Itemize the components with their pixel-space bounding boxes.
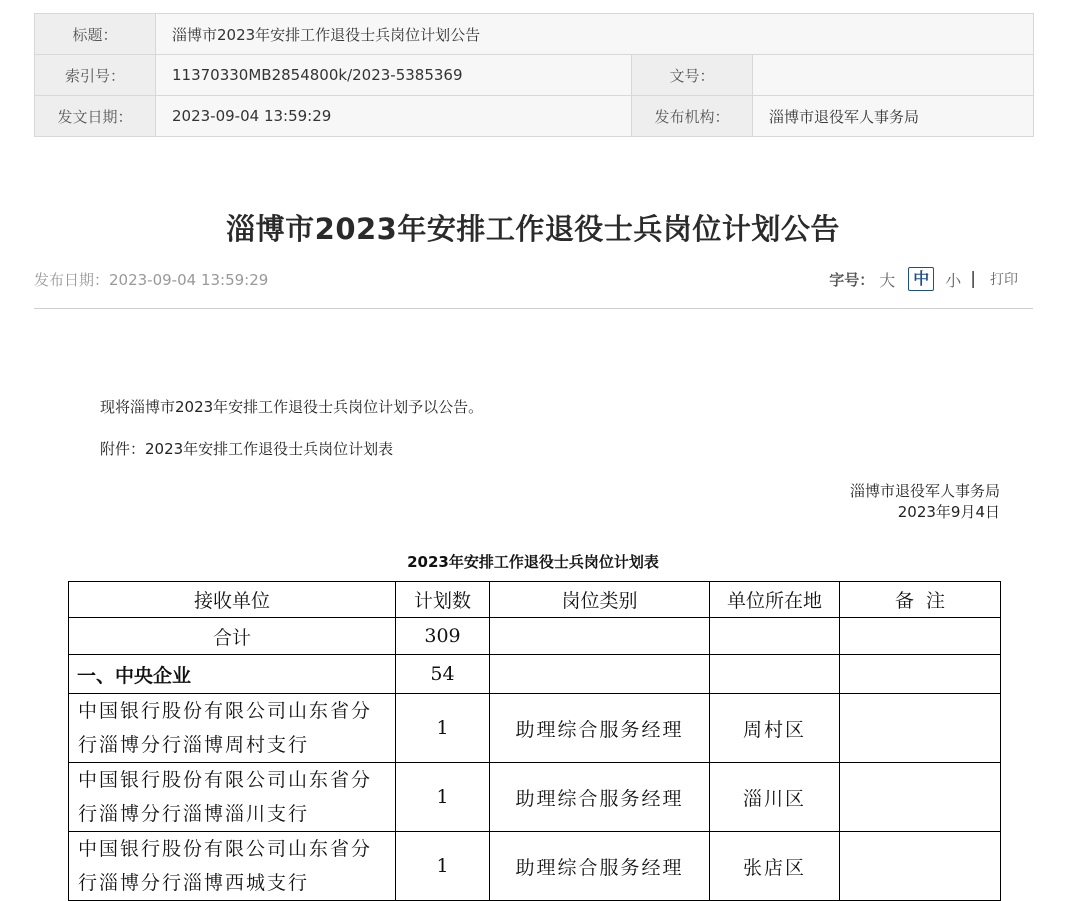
attachment-line: 附件：2023年安排工作退役士兵岗位计划表 (100, 440, 394, 458)
table-header-row (69, 582, 1001, 618)
meta-row-title (35, 14, 1034, 55)
unit-name: 中国银行股份有限公司山东省分 行淄博分行淄博周村支行 (69, 694, 396, 763)
font-medium-button[interactable]: 中 (908, 267, 934, 291)
position-type: 助理综合服务经理 (490, 694, 710, 763)
publish-date: 发布日期：2023-09-04 13:59:29 (34, 271, 269, 289)
unit-location: 周村区 (710, 694, 840, 763)
index-value: 11370330MB2854800k/2023-5385369 (156, 55, 632, 96)
header-note: 备 注 (840, 582, 1001, 618)
title-value: 淄博市2023年安排工作退役士兵岗位计划公告 (156, 14, 1034, 55)
total-row (69, 618, 1001, 655)
meta-row-date (35, 96, 1034, 137)
note (840, 763, 1001, 832)
font-large-button[interactable]: 大 (879, 270, 896, 290)
announcement-paragraph: 现将淄博市2023年安排工作退役士兵岗位计划予以公告。 (100, 398, 484, 416)
signature-org: 淄博市退役军人事务局 (849, 482, 1000, 500)
plan-count: 1 (396, 763, 490, 832)
total-count: 309 (396, 618, 490, 655)
category-label: 一、中央企业 (69, 655, 396, 694)
category-count: 54 (396, 655, 490, 694)
index-label: 索引号： (35, 55, 156, 96)
unit-name: 中国银行股份有限公司山东省分 行淄博分行淄博淄川支行 (69, 763, 396, 832)
unit-location: 张店区 (710, 832, 840, 901)
header-type: 岗位类别 (490, 582, 710, 618)
unit-name: 中国银行股份有限公司山东省分 行淄博分行淄博西城支行 (69, 832, 396, 901)
docno-value (753, 55, 1034, 96)
position-type: 助理综合服务经理 (490, 763, 710, 832)
plan-table-caption: 2023年安排工作退役士兵岗位计划表 (407, 553, 659, 571)
header-unit: 接收单位 (69, 582, 396, 618)
org-label: 发布机构： (632, 96, 753, 137)
table-row (69, 832, 1001, 901)
article-title: 淄博市2023年安排工作退役士兵岗位计划公告 (226, 212, 840, 246)
header-location: 单位所在地 (710, 582, 840, 618)
header-count: 计划数 (396, 582, 490, 618)
font-size-label: 字号： (829, 270, 875, 289)
note (840, 694, 1001, 763)
category-row (69, 655, 1001, 694)
total-label: 合计 (69, 618, 396, 655)
position-type: 助理综合服务经理 (490, 832, 710, 901)
divider (34, 308, 1033, 309)
docno-label: 文号： (632, 55, 753, 96)
table-row (69, 694, 1001, 763)
date-label: 发文日期： (35, 96, 156, 137)
document-metadata-table (34, 13, 1034, 137)
meta-row-index (35, 55, 1034, 96)
title-label: 标题： (35, 14, 156, 55)
separator: | (970, 269, 976, 289)
plan-table (68, 581, 1001, 901)
font-size-controls (829, 267, 1018, 291)
table-row (69, 763, 1001, 832)
font-small-button[interactable]: 小 (945, 270, 962, 290)
plan-count: 1 (396, 694, 490, 763)
date-value: 2023-09-04 13:59:29 (156, 96, 632, 137)
plan-count: 1 (396, 832, 490, 901)
org-value: 淄博市退役军人事务局 (753, 96, 1034, 137)
unit-location: 淄川区 (710, 763, 840, 832)
signature-date: 2023年9月4日 (897, 503, 1000, 521)
note (840, 832, 1001, 901)
print-link[interactable]: 打印 (990, 272, 1018, 288)
